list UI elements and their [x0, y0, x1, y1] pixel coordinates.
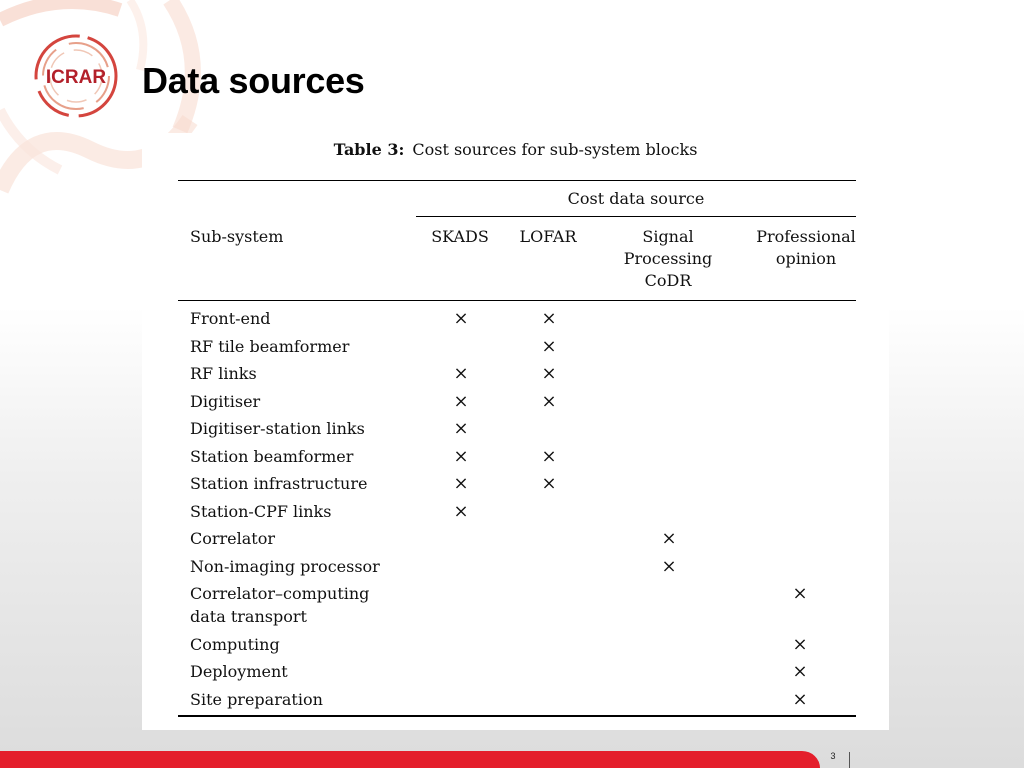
- subsystem-header: Sub-system: [190, 227, 284, 246]
- mark-signal: ×: [661, 528, 677, 549]
- mark-professional: ×: [792, 661, 808, 682]
- mark-skads: ×: [453, 473, 469, 494]
- bottom-accent-bar: [0, 751, 820, 768]
- professional-header-line1: Professional: [756, 227, 856, 246]
- page-number: 3: [830, 751, 836, 761]
- row-subsystem-name: Station infrastructure: [190, 474, 368, 493]
- icrar-logo: [30, 30, 122, 122]
- signal-header-line3: CoDR: [644, 271, 692, 290]
- mark-lofar: ×: [541, 473, 557, 494]
- slide-title: Data sources: [142, 60, 365, 101]
- table-caption: [142, 140, 889, 159]
- mark-lofar: ×: [541, 445, 557, 467]
- mark-skads: ×: [453, 445, 469, 467]
- logo-text: ICRAR: [45, 67, 107, 88]
- bottom-rule: [178, 715, 856, 717]
- row-subsystem-name: Deployment: [190, 662, 288, 681]
- mark-lofar: ×: [541, 390, 557, 412]
- row-subsystem-name: Correlator–computing: [190, 584, 370, 603]
- mark-signal: ×: [661, 555, 677, 577]
- mark-lofar: ×: [541, 363, 557, 384]
- mark-professional: ×: [792, 633, 808, 655]
- row-subsystem-name: Station-CPF links: [190, 501, 332, 521]
- col-signal-header: [608, 226, 728, 292]
- professional-header-line2: opinion: [775, 249, 837, 268]
- row-subsystem-name: Non-imaging processor: [190, 556, 380, 576]
- row-subsystem-name: RF tile beamformer: [190, 336, 350, 356]
- signal-header-line2: Processing: [623, 249, 713, 268]
- mark-skads: ×: [453, 363, 469, 384]
- page-number-separator: [849, 752, 850, 768]
- row-subsystem-name: Computing: [190, 634, 280, 654]
- mark-skads: ×: [453, 308, 469, 329]
- top-rule: [178, 180, 856, 181]
- caption-text: Cost sources for sub-system blocks: [412, 140, 698, 159]
- row-subsystem-name-line2: data transport: [190, 607, 307, 626]
- mark-lofar: ×: [541, 308, 557, 329]
- row-subsystem-name: Digitiser-station links: [190, 419, 365, 438]
- mark-skads: ×: [453, 500, 469, 522]
- group-header: Cost data source: [567, 189, 705, 208]
- col-lofar-header: LOFAR: [519, 227, 577, 246]
- header-rule: [178, 300, 856, 301]
- mark-professional: ×: [792, 583, 808, 604]
- mark-skads: ×: [453, 390, 469, 412]
- col-skads-header: SKADS: [431, 227, 489, 246]
- row-subsystem-name: RF links: [190, 364, 257, 383]
- signal-header-line1: Signal: [642, 227, 694, 246]
- table-panel: [142, 133, 889, 730]
- row-subsystem-name: Digitiser: [190, 391, 261, 411]
- row-subsystem-name: Front-end: [190, 309, 271, 328]
- mark-skads: ×: [453, 418, 469, 439]
- row-subsystem-name: Station beamformer: [190, 446, 354, 466]
- caption-label: Table 3:: [333, 140, 405, 159]
- row-subsystem-name: Correlator: [190, 529, 276, 548]
- col-professional-header: [746, 226, 866, 270]
- group-rule: [416, 216, 856, 217]
- mark-lofar: ×: [541, 335, 557, 357]
- row-subsystem-name: Site preparation: [190, 689, 323, 709]
- mark-professional: ×: [792, 688, 808, 710]
